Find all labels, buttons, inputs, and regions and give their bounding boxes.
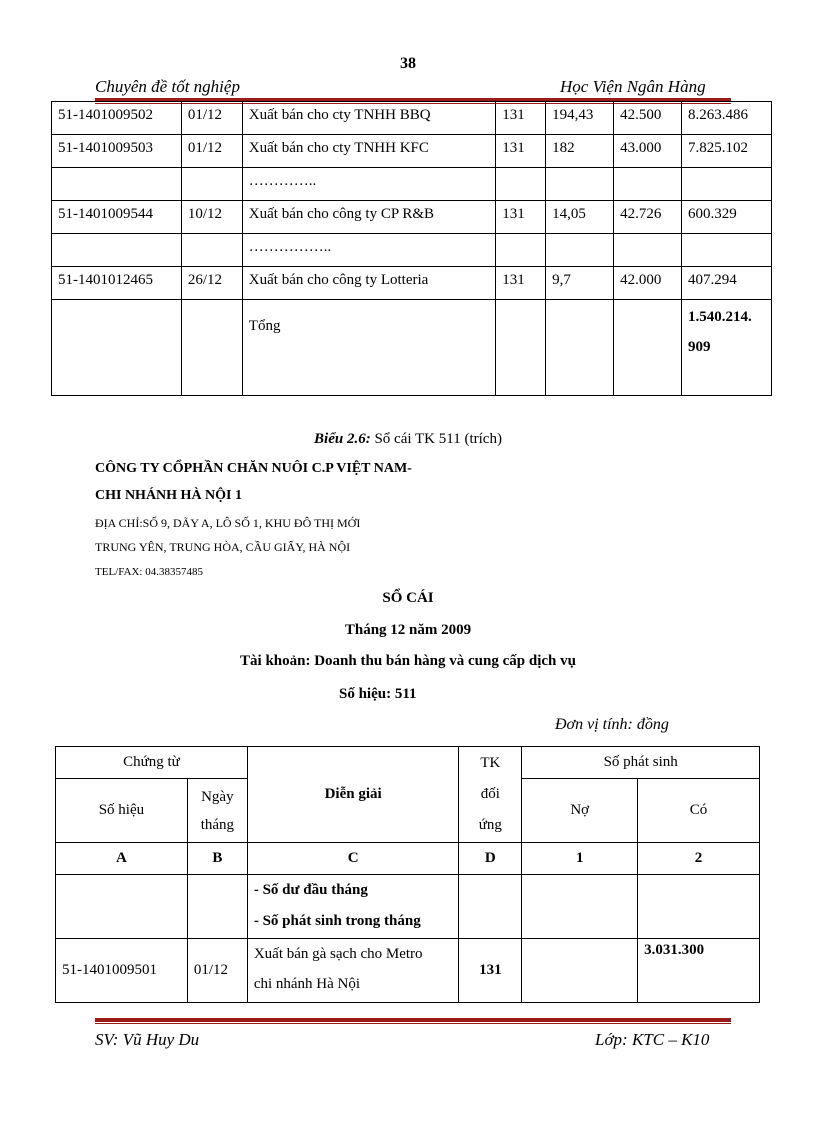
table-cell-tt xyxy=(682,234,772,267)
table-cell-ngay xyxy=(181,234,242,267)
company-tel: TEL/FAX: 04.38357485 xyxy=(95,566,203,578)
table-cell-sl xyxy=(546,234,614,267)
table-cell-tt: 407.294 xyxy=(682,267,772,300)
table-cell-tt: 8.263.486 xyxy=(682,102,772,135)
table-cell-so xyxy=(52,234,182,267)
col-label-c: C xyxy=(247,843,459,875)
table-row xyxy=(52,267,772,300)
footer-left: SV: Vũ Huy Du xyxy=(95,1030,200,1049)
table-cell-ngay: 10/12 xyxy=(181,201,242,234)
header-tk-doi-ung: TK đối ứng xyxy=(459,747,522,843)
header-so-phat-sinh: Số phát sinh xyxy=(522,747,760,779)
header-co: Có xyxy=(638,779,760,843)
ledger-account: Tài khoản: Doanh thu bán hàng và cung cấp dịch vụ xyxy=(240,653,576,669)
table-cell-ngay xyxy=(181,168,242,201)
table-cell-ngay: 26/12 xyxy=(181,267,242,300)
ledger-title: SỔ CÁI xyxy=(382,590,434,606)
company-address-2: TRUNG YÊN, TRUNG HÒA, CẦU GIẤY, HÀ NỘI xyxy=(95,540,351,554)
header-no: Nợ xyxy=(522,779,638,843)
sales-detail-table xyxy=(51,101,772,396)
table-cell-dien_giai: Xuất bán cho công ty CP R&B xyxy=(242,201,495,234)
table-cell-ngay: 01/12 xyxy=(181,102,242,135)
col-label-2: 2 xyxy=(638,843,760,875)
table-cell-sl: 182 xyxy=(546,135,614,168)
table-cell-ngay: 01/12 xyxy=(181,135,242,168)
ledger-row-so-hieu: 51-1401009501 xyxy=(56,939,188,1003)
total-row xyxy=(52,300,772,396)
table-cell-tk xyxy=(496,234,546,267)
currency-unit: Đơn vị tính: đồng xyxy=(555,716,669,733)
company-address-1: ĐỊA CHỈ:SỐ 9, DÃY A, LÔ SỐ 1, KHU ĐÔ THỊ MỚI xyxy=(95,516,361,530)
table-cell-so: 51-1401009503 xyxy=(52,135,182,168)
company-branch: CHI NHÁNH HÀ NỘI 1 xyxy=(95,488,243,503)
footer-rule-thin xyxy=(95,1023,731,1024)
ledger-row-ngay: 01/12 xyxy=(187,939,247,1003)
col-label-a: A xyxy=(56,843,188,875)
ledger-row-co: 3.031.300 xyxy=(638,939,760,1003)
ledger-row xyxy=(56,939,760,1003)
table-cell-so xyxy=(52,168,182,201)
table-row xyxy=(52,168,772,201)
total-value: 1.540.214. 909 xyxy=(682,300,772,396)
table-cell-tk xyxy=(496,168,546,201)
table-cell-tk: 131 xyxy=(496,201,546,234)
col-label-b: B xyxy=(187,843,247,875)
table-cell-dg xyxy=(614,234,682,267)
table-cell-tk: 131 xyxy=(496,135,546,168)
col-label-1: 1 xyxy=(522,843,638,875)
table-row xyxy=(52,234,772,267)
table-row xyxy=(52,201,772,234)
page-number: 38 xyxy=(400,55,416,72)
table-cell-tt: 7.825.102 xyxy=(682,135,772,168)
table-cell-so: 51-1401012465 xyxy=(52,267,182,300)
table-cell-tt xyxy=(682,168,772,201)
ledger-row-no xyxy=(522,939,638,1003)
table-cell-dg xyxy=(614,168,682,201)
table-cell-tk: 131 xyxy=(496,267,546,300)
table-cell-sl xyxy=(546,168,614,201)
header-right: Học Viện Ngân Hàng xyxy=(560,77,706,96)
table-cell-sl: 14,05 xyxy=(546,201,614,234)
table-row xyxy=(52,102,772,135)
ledger-row-dien-giai: Xuất bán gà sạch cho Metro chi nhánh Hà Nội xyxy=(247,939,459,1003)
header-left: Chuyên đề tốt nghiệp xyxy=(95,77,240,96)
ledger-code: Số hiệu: 511 xyxy=(339,686,417,702)
balance-lines: - Số dư đầu tháng - Số phát sinh trong tháng xyxy=(247,875,459,939)
figure-caption: Biểu 2.6: Sổ cái TK 511 (trích) xyxy=(314,431,502,447)
table-cell-dg: 42.726 xyxy=(614,201,682,234)
table-cell-dg: 42.500 xyxy=(614,102,682,135)
table-row xyxy=(52,135,772,168)
table-cell-dien_giai: Xuất bán cho cty TNHH KFC xyxy=(242,135,495,168)
header-dien-giai: Diễn giải xyxy=(247,747,459,843)
header-ngay-thang: Ngày tháng xyxy=(187,779,247,843)
ledger-row-tk: 131 xyxy=(459,939,522,1003)
table-cell-dien_giai: ………….. xyxy=(242,168,495,201)
table-cell-dien_giai: …………….. xyxy=(242,234,495,267)
total-label: Tổng xyxy=(242,300,495,396)
footer-right: Lớp: KTC – K10 xyxy=(595,1030,710,1049)
table-cell-so: 51-1401009544 xyxy=(52,201,182,234)
header-so-hieu: Số hiệu xyxy=(56,779,188,843)
header-chung-tu: Chứng từ xyxy=(56,747,248,779)
table-cell-dien_giai: Xuất bán cho công ty Lotteria xyxy=(242,267,495,300)
company-name: CÔNG TY CỔPHẦN CHĂN NUÔI C.P VIỆT NAM- xyxy=(95,461,412,476)
table-cell-dg: 43.000 xyxy=(614,135,682,168)
col-label-d: D xyxy=(459,843,522,875)
table-cell-dien_giai: Xuất bán cho cty TNHH BBQ xyxy=(242,102,495,135)
ledger-table xyxy=(55,746,760,1003)
footer-rule xyxy=(95,1018,731,1022)
ledger-month: Tháng 12 năm 2009 xyxy=(344,622,472,638)
table-cell-so: 51-1401009502 xyxy=(52,102,182,135)
table-cell-sl: 9,7 xyxy=(546,267,614,300)
table-cell-dg: 42.000 xyxy=(614,267,682,300)
table-cell-tk: 131 xyxy=(496,102,546,135)
table-cell-tt: 600.329 xyxy=(682,201,772,234)
table-cell-sl: 194,43 xyxy=(546,102,614,135)
